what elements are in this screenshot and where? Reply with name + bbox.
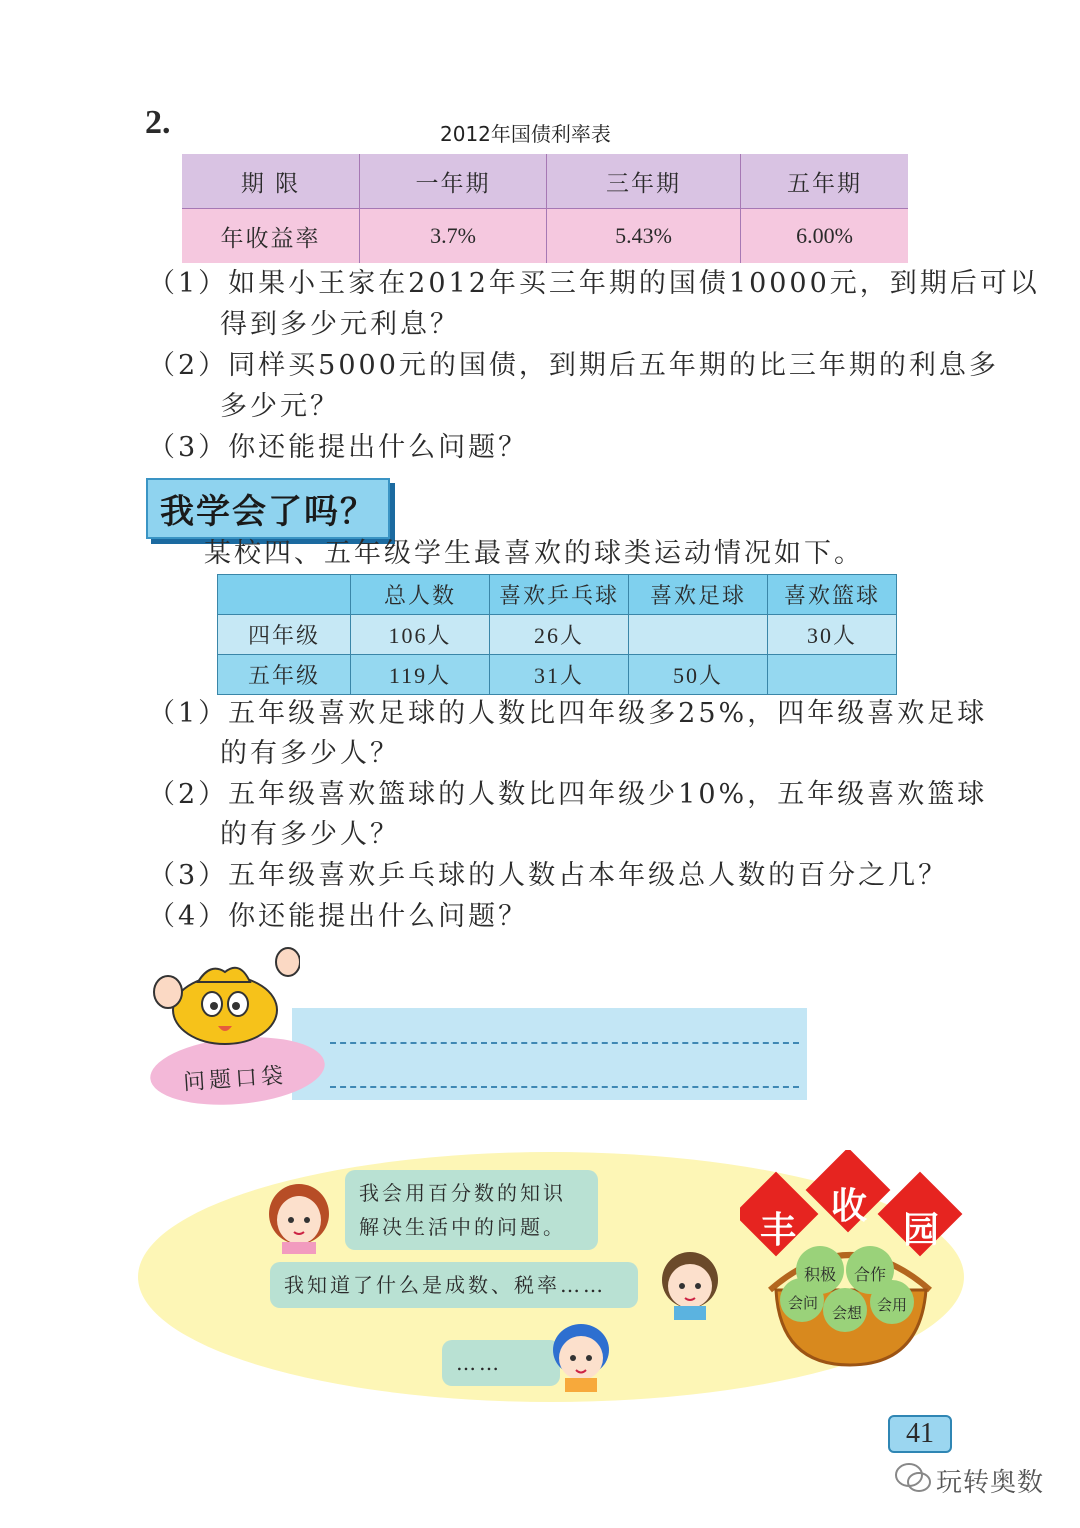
question-2: （2）同样买5000元的国债，到期后五年期的比三年期的利息多 — [148, 350, 999, 381]
table-cell — [629, 615, 768, 655]
rate-cell: 6.00% — [741, 209, 909, 264]
section-intro: 某校四、五年级学生最喜欢的球类运动情况如下。 — [204, 538, 864, 569]
basket-word: 会用 — [877, 1296, 908, 1314]
table-cell: 50人 — [629, 655, 768, 695]
question-1: （1）如果小王家在2012年买三年期的国债10000元，到期后可以 — [148, 268, 1040, 299]
speech-bubble: 我知道了什么是成数、税率…… — [270, 1262, 638, 1308]
rate-cell: 5.43% — [547, 209, 741, 264]
pocket-label: 问题口袋 — [182, 1063, 288, 1096]
row-label: 五年级 — [218, 655, 351, 695]
header-cell: 喜欢足球 — [629, 575, 768, 615]
section-question-1: （1）五年级喜欢足球的人数比四年级多25%，四年级喜欢足球 — [148, 698, 988, 729]
basket-word: 积极 — [804, 1265, 837, 1284]
table-cell: 26人 — [490, 615, 629, 655]
header-cell: 总人数 — [351, 575, 490, 615]
header-cell — [218, 575, 351, 615]
basket-word: 会想 — [832, 1304, 863, 1322]
question-1-cont: 得到多少元利息？ — [220, 309, 460, 340]
section-question-1-cont: 的有多少人？ — [220, 738, 400, 769]
speech-bubble: …… — [442, 1340, 560, 1386]
dashed-line — [330, 1086, 799, 1088]
table-title: 2012年国债利率表 — [440, 122, 611, 146]
basket-word: 会问 — [788, 1294, 819, 1312]
question-3: （3）你还能提出什么问题？ — [148, 432, 529, 463]
section-question-2-cont: 的有多少人？ — [220, 819, 400, 850]
harvest-char: 园 — [903, 1210, 940, 1251]
table-cell: 31人 — [490, 655, 629, 695]
harvest-char: 收 — [831, 1186, 868, 1227]
section-banner: 我学会了吗？ — [146, 478, 390, 539]
table-cell — [768, 655, 897, 695]
header-cell: 喜欢篮球 — [768, 575, 897, 615]
table-cell: 106人 — [351, 615, 490, 655]
pocket-writing-area[interactable] — [292, 1008, 807, 1100]
table-cell: 30人 — [768, 615, 897, 655]
header-cell: 三年期 — [547, 154, 741, 209]
speech-bubble — [345, 1170, 598, 1250]
boy-avatar-icon — [656, 1248, 724, 1320]
header-cell: 五年期 — [741, 154, 909, 209]
bubble-line: 解决生活中的问题。 — [359, 1215, 566, 1239]
page-number: 41 — [888, 1415, 952, 1453]
bubble-line: 我会用百分数的知识 — [359, 1181, 566, 1205]
question-2-cont: 多少元？ — [220, 391, 340, 422]
watermark: 玩转奥数 — [936, 1468, 1045, 1498]
dashed-line — [330, 1042, 799, 1044]
pocket-mascot-icon — [150, 942, 300, 1047]
section-question-3: （3）五年级喜欢乒乓球的人数占本年级总人数的百分之几？ — [148, 860, 949, 891]
basket-word: 合作 — [854, 1265, 887, 1284]
section-question-2: （2）五年级喜欢篮球的人数比四年级少10%，五年级喜欢篮球 — [148, 779, 988, 810]
ball-sports-table — [217, 574, 897, 695]
boy2-avatar-icon — [548, 1320, 614, 1392]
interest-rate-table — [182, 154, 908, 263]
wechat-icon — [894, 1462, 932, 1494]
rate-cell: 3.7% — [360, 209, 547, 264]
problem-number: 2. — [145, 104, 171, 141]
header-cell: 一年期 — [360, 154, 547, 209]
table-cell: 119人 — [351, 655, 490, 695]
header-cell: 喜欢乒乓球 — [490, 575, 629, 615]
row-label: 四年级 — [218, 615, 351, 655]
section-question-4: （4）你还能提出什么问题？ — [148, 901, 529, 932]
harvest-char: 丰 — [760, 1210, 797, 1251]
row-label: 年收益率 — [182, 209, 360, 264]
girl-avatar-icon — [262, 1180, 336, 1254]
header-cell: 期 限 — [182, 154, 360, 209]
